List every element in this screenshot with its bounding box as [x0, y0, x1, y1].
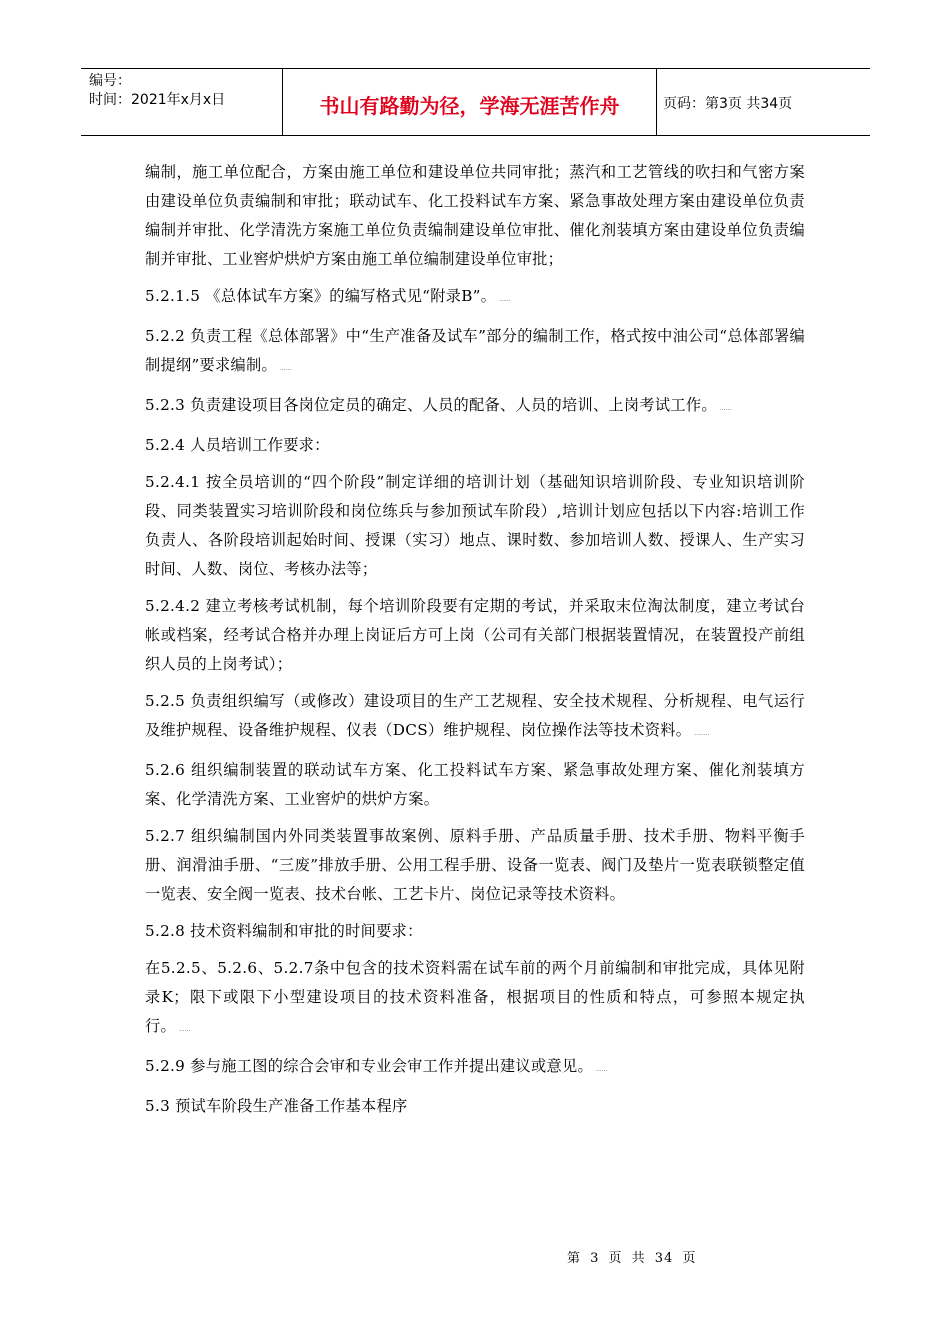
- paragraph: 5.2.4 人员培训工作要求：: [145, 436, 330, 454]
- paragraph: 5.2.8 技术资料编制和审批的时间要求：: [145, 922, 423, 940]
- paragraph: 5.2.3 负责建设项目各岗位定员的确定、人员的配备、人员的培训、上岗考试工作。 ......: [145, 396, 732, 414]
- paragraph: 5.2.2 负责工程《总体部署》中“生产准备及试车”部分的编制工作，格式按中油公司“总体部署编制提纲”要求编制。 ......: [145, 327, 805, 374]
- paragraph: 5.2.7 组织编制国内外同类装置事故案例、原料手册、产品质量手册、技术手册、物料平衡手册、润滑油手册、“三废”排放手册、公用工程手册、设备一览表、阀门及垫片一览表联锁整定值一览表、安全阀一览表、技术台帐、工艺卡片、岗位记录等技术资料。: [145, 827, 805, 903]
- header-left-cell: [81, 69, 283, 135]
- page-footer: 第 3 页 共 34 页: [567, 1251, 697, 1266]
- page-header: [81, 68, 870, 136]
- paragraph: 在5.2.5、5.2.6、5.2.7条中包含的技术资料需在试车前的两个月前编制和审批完成，具体见附录K；限下或限下小型建设项目的技术资料准备，根据项目的性质和特点，可参照本规定执行。 ......: [145, 959, 805, 1035]
- paragraph: 5.2.1.5 《总体试车方案》的编写格式见“附录B”。 ......: [145, 287, 511, 305]
- paragraph: 5.2.5 负责组织编写（或修改）建设项目的生产工艺规程、安全技术规程、分析规程、电气运行及维护规程、设备维护规程、仪表（DCS）维护规程、岗位操作法等技术资料。 ........: [145, 692, 805, 739]
- paragraph: 5.2.9 参与施工图的综合会审和专业会审工作并提出建议或意见。 ......: [145, 1057, 608, 1075]
- serial-label: 编号：: [89, 73, 131, 89]
- header-motto: 书山有路勤为径，学海无涯苦作舟: [283, 69, 657, 135]
- header-page-info: 页码：第3页 共34页: [663, 96, 793, 112]
- paragraph: 5.2.4.1 按全员培训的“四个阶段”制定详细的培训计划（基础知识培训阶段、专业知识培训阶段、同类装置实习培训阶段和岗位练兵与参加预试车阶段）,培训计划应包括以下内容:培训工作负责人、各阶段培训起始时间、授课（实习）地点、课时数、参加培训人数、授课人、生产实习时间、人数、岗位、考核办法等；: [145, 473, 805, 578]
- paragraph: 5.3 预试车阶段生产准备工作基本程序: [145, 1097, 408, 1115]
- paragraph: 编制，施工单位配合，方案由施工单位和建设单位共同审批；蒸汽和工艺管线的吹扫和气密方案由建设单位负责编制和审批；联动试车、化工投料试车方案、紧急事故处理方案由建设单位负责编制并审批、化学清洗方案施工单位负责编制建设单位审批、催化剂装填方案由建设单位负责编制并审批、工业窖炉烘炉方案由施工单位编制建设单位审批；: [145, 163, 805, 268]
- paragraph: 5.2.6 组织编制装置的联动试车方案、化工投料试车方案、紧急事故处理方案、催化剂装填方案、化学清洗方案、工业窖炉的烘炉方案。: [145, 761, 805, 808]
- paragraph: 5.2.4.2 建立考核考试机制，每个培训阶段要有定期的考试，并采取末位淘汰制度，建立考试台帐或档案，经考试合格并办理上岗证后方可上岗（公司有关部门根据装置情况，在装置投产前组织人员的上岗考试）；: [145, 597, 805, 673]
- document-body: [145, 158, 805, 1121]
- date-line: 时间：2021年x月x日: [89, 92, 226, 108]
